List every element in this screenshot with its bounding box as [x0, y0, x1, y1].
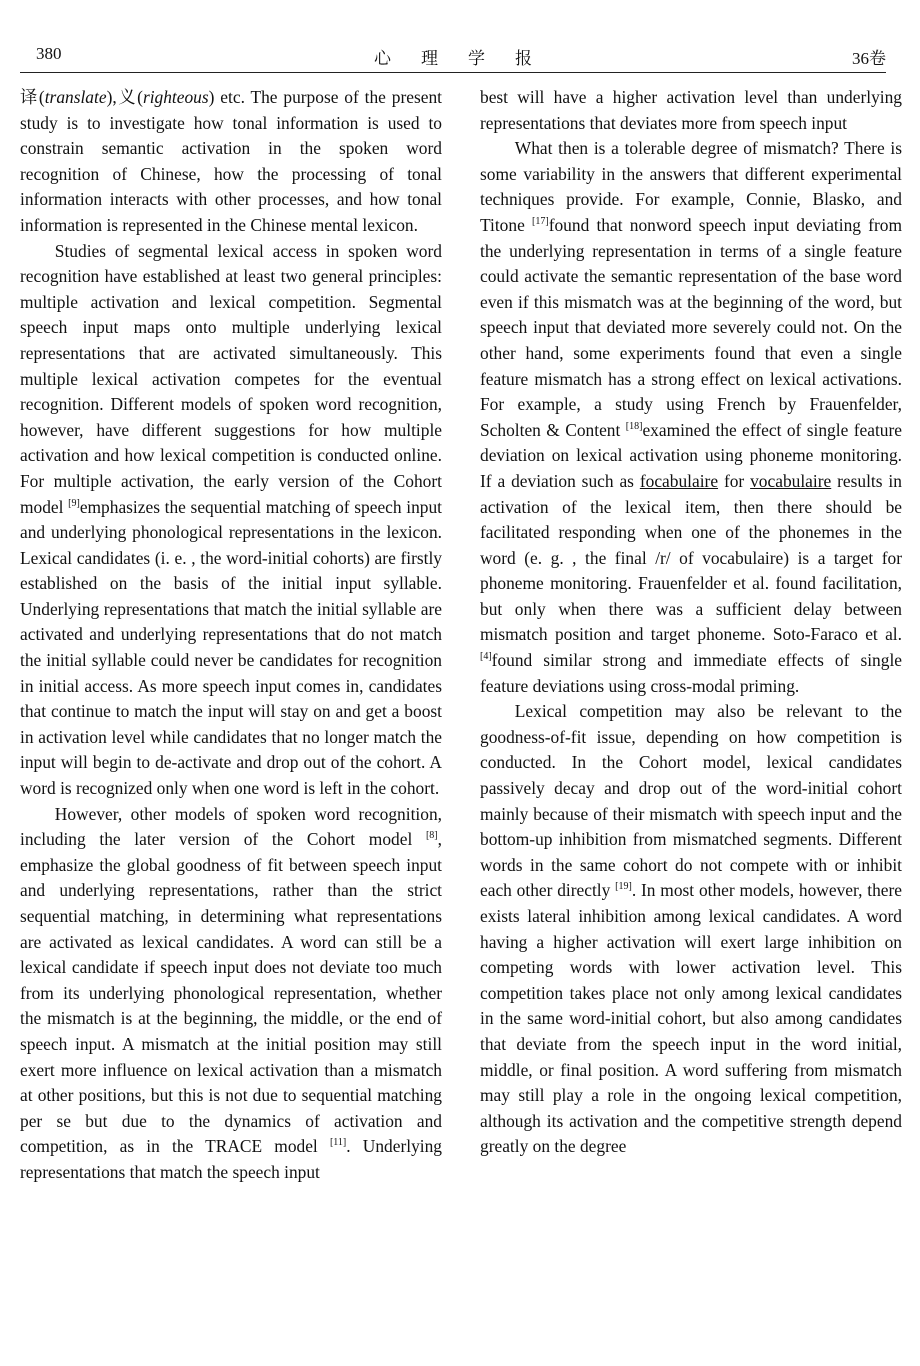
- body-text: What then is a tolerable degree of mismatch? There is some variability in the answers that different experimental techniques provide. For example, Connie, Blasko, and Titone: [480, 138, 902, 235]
- page-number: 380: [36, 44, 62, 63]
- underlined-example: vocabulaire: [750, 470, 832, 491]
- paragraph: [20, 802, 442, 1186]
- body-text: best will have a higher activation level than underlying representations that deviates more from speech input: [480, 87, 902, 133]
- citation: [9]: [68, 497, 80, 509]
- underlined-example: focabulaire: [639, 470, 719, 491]
- volume-label: 36卷: [852, 49, 886, 68]
- gloss-righteous: righteous: [142, 87, 209, 107]
- gloss-translate: translate: [44, 87, 107, 107]
- body-text: examined the effect of single feature deviation on lexical activation using phoneme monitoring. If a deviation such as: [480, 419, 902, 491]
- body-text: . In most other models, however, there exists lateral inhibition among lexical candidates. A word having a higher activation will exert large inhibition on competing words with lower activation level. This competition takes place not only among lexical candidates in the same word-initial cohort, but also among candidates that deviate from the speech input in the word initial, middle, or final position. A word suffering from mismatch may still play a role in the ongoing lexical competition, although its activation and the competitive strength depend greatly on the degree: [480, 880, 902, 1157]
- chinese-char-yi: 译: [20, 87, 39, 107]
- body-text: . Underlying representations that match the speech input: [20, 1136, 442, 1182]
- body-text: ) etc. The purpose of the present study is to investigate how tonal information is used to constrain semantic activation in the spoken word recognition of Chinese, how the processing of tonal information interacts with other processes, and how tonal information is represented in the Chinese mental lexicon.: [20, 87, 442, 235]
- inline-text: ),义(: [106, 87, 143, 107]
- body-text: found that nonword speech input deviating from the underlying representation in terms of a single feature could activate the semantic representation of the base word even if this mismatch was at the beginning of the word, but speech input that deviated more severely could not. On the other hand, some experiments found that even a single feature mismatch has a strong effect on lexical activations. For example, a study using French by Frauenfelder, Scholten & Content: [480, 214, 902, 440]
- body-text: emphasizes the sequential matching of speech input and underlying phonological representations in the lexicon. Lexical candidates (i. e. , the word-initial cohorts) are firstly established on the basis of the initial input syllable. Underlying representations that match the initial syllable are activated and underlying representations that do not match the initial syllable could never be candidates for recognition in initial access. As more speech input comes in, candidates that continue to match the input will stay on and get a boost in activation level while candidates that no longer match the input will begin to de-activate and drop out of the cohort. A word is recognized only when one word is left in the cohort.: [20, 496, 442, 799]
- citation: [17]: [532, 215, 549, 227]
- body-text: found similar strong and immediate effects of single feature deviations using cross-modal priming.: [480, 650, 902, 696]
- body-text: for: [723, 470, 745, 491]
- body-text: Lexical competition may also be relevant to the goodness-of-fit issue, depending on how competition is conducted. In the Cohort model, lexical candidates passively decay and drop out of the word-initial cohort mainly because of their mismatch with speech input and the bottom-up inhibition from mismatched segments. Different words in the same cohort do not compete with or inhibit each other directly: [480, 701, 902, 901]
- body-text: However, other models of spoken word recognition, including the later version of the Cohort model: [20, 803, 442, 850]
- paragraph: [20, 239, 442, 802]
- body-text: results in activation of the lexical item, then there should be facilitated responding when one of the phonemes in the word (e. g. , the final /r/ of vocabulaire) is a target for phoneme monitoring. Frauenfelder et al. found facilitation, but only when there was a sufficient delay between mismatch position and target phoneme. Soto-Faraco et al.: [480, 470, 902, 645]
- body-text: Studies of segmental lexical access in spoken word recognition have established at least two general principles: multiple activation and lexical competition. Segmental speech input maps onto multiple underlying lexical representations that are activated simultaneously. This multiple lexical activation competes for the eventual recognition. Different models of spoken word recognition, however, have different suggestions for how multiple activation and how lexical competition is conducted online. For multiple activation, the early version of the Cohort model: [20, 240, 442, 517]
- citation: [8]: [425, 830, 438, 842]
- body-text: , emphasize the global goodness of fit between speech input and underlying representations, rather than the strict sequential matching, in determining what representations are activated as lexical candidates. A word can still be a lexical candidate if speech input does not deviate too much from its underlying phonological representation, whether the mismatch is at the beginning, the middle, or the end of speech input. A mismatch at the initial position may still exert more influence on lexical activation than a mismatch at other positions, but this is not due to sequential matching per se but due to the dynamics of activation and competition, as in the TRACE model: [20, 829, 442, 1157]
- citation: [18]: [625, 420, 643, 432]
- running-header: [20, 40, 886, 70]
- paragraph: [480, 699, 902, 1160]
- citation: [19]: [615, 881, 632, 893]
- paragraph: [480, 85, 902, 136]
- paragraph: 译(translate),义(righteous) etc. The purpose of the present study is to investigate how tonal information is used to constrain semantic activation in the spoken word recognition of Chinese, how the processing of tonal information interacts with other processes, and how tonal information is represented in the Chinese mental lexicon.: [20, 87, 442, 235]
- paragraph: [480, 136, 902, 699]
- journal-title: 心理学报: [374, 49, 562, 68]
- citation: [11]: [329, 1137, 347, 1149]
- header-rule: [20, 72, 886, 73]
- citation: [4]: [480, 651, 492, 663]
- left-column: [20, 85, 442, 1186]
- right-column: [480, 85, 902, 1160]
